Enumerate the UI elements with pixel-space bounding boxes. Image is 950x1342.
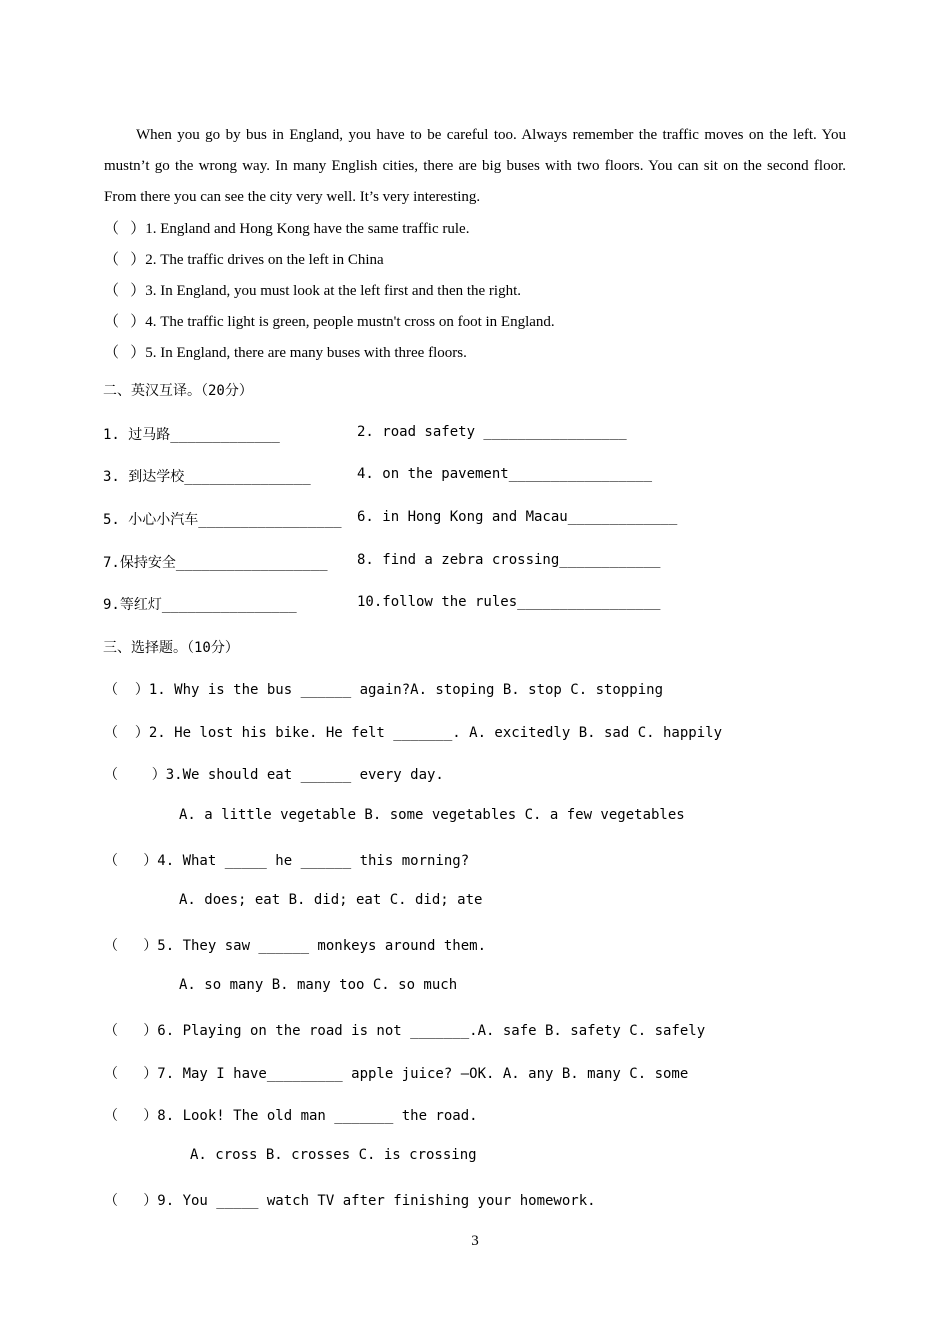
choice-question-5: （ ）5. They saw ______ monkeys around them.	[104, 938, 487, 954]
translation-item-1: 1. 过马路_____________	[103, 427, 280, 443]
passage-text: When you go by bus in England, you have to be careful too. Always remember the traffic moves on the left. You mustn’t go the wrong way. In many English cities, there are big buses with two floors. You can sit on the second floor. From there you can see the city very well. It’s very interesting.	[104, 127, 846, 205]
translation-item-4: 4. on the pavement_________________	[357, 466, 653, 482]
choice-options-3: A. a little vegetable B. some vegetables C. a few vegetables	[179, 807, 685, 823]
choice-question-3: （ ）3.We should eat ______ every day.	[104, 767, 444, 783]
translation-item-9: 9.等红灯________________	[103, 597, 297, 613]
choice-question-7: （ ）7. May I have_________ apple juice? —OK. A. any B. many C. some	[104, 1066, 689, 1082]
translation-item-8: 8. find a zebra crossing____________	[357, 552, 661, 568]
choice-question-8: （ ）8. Look! The old man _______ the road.	[104, 1108, 478, 1124]
true-false-item-4: （ ）4. The traffic light is green, people mustn't cross on foot in England.	[104, 314, 555, 330]
choice-question-6: （ ）6. Playing on the road is not _______.A. safe B. safety C. safely	[104, 1023, 706, 1039]
choice-options-5: A. so many B. many too C. so much	[179, 977, 458, 993]
choice-question-2: （ ）2. He lost his bike. He felt _______. A. excitedly B. sad C. happily	[104, 725, 723, 741]
translation-item-7: 7.保持安全__________________	[103, 555, 328, 571]
section2-heading: 二、英汉互译。（20分）	[103, 383, 253, 399]
translation-item-2: 2. road safety _________________	[357, 424, 627, 440]
choice-question-1: （ ）1. Why is the bus ______ again?A. stoping B. stop C. stopping	[104, 682, 664, 698]
true-false-item-1: （ ）1. England and Hong Kong have the same traffic rule.	[104, 221, 470, 237]
translation-item-10: 10.follow the rules_________________	[357, 594, 661, 610]
choice-question-4: （ ）4. What _____ he ______ this morning?	[104, 853, 470, 869]
translation-item-3: 3. 到达学校_______________	[103, 469, 311, 485]
choice-question-9: （ ）9. You _____ watch TV after finishing your homework.	[104, 1193, 596, 1209]
page-number: 3	[471, 1233, 479, 1249]
choice-options-8: A. cross B. crosses C. is crossing	[190, 1147, 477, 1163]
true-false-item-3: （ ）3. In England, you must look at the left first and then the right.	[104, 283, 522, 299]
true-false-item-2: （ ）2. The traffic drives on the left in China	[104, 252, 384, 268]
reading-passage	[104, 120, 846, 213]
choice-options-4: A. does; eat B. did; eat C. did; ate	[179, 892, 483, 908]
translation-item-6: 6. in Hong Kong and Macau_____________	[357, 509, 678, 525]
translation-item-5: 5. 小心小汽车_________________	[103, 512, 342, 528]
section3-heading: 三、选择题。（10分）	[103, 640, 239, 656]
true-false-item-5: （ ）5. In England, there are many buses with three floors.	[104, 345, 467, 361]
